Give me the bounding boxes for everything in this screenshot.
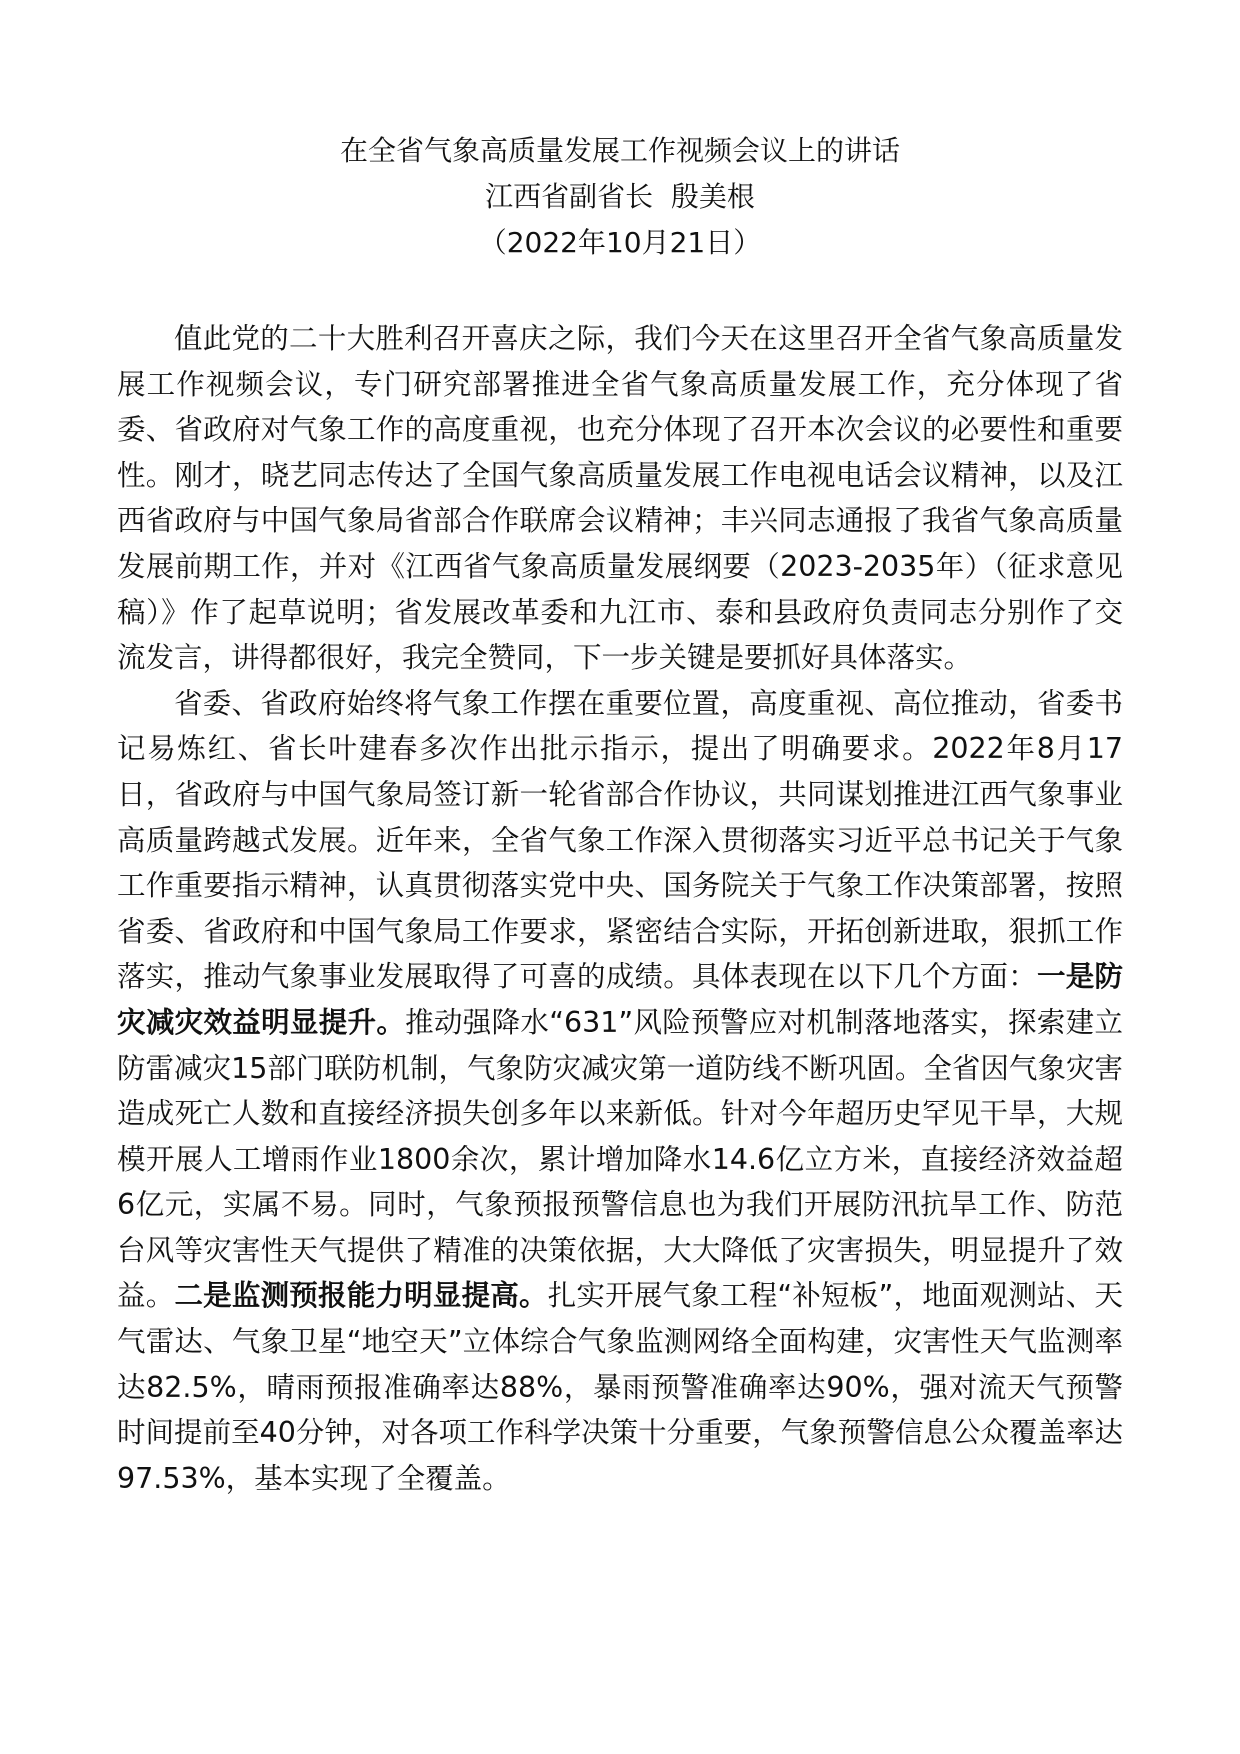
point-one-heading: 一是防灾减灾效益明显提升。 xyxy=(117,960,1123,1039)
document-body xyxy=(117,316,1123,1501)
paragraph-2-text-a: 省委、省政府始终将气象工作摆在重要位置，高度重视、高位推动，省委书记易炼红、省长叶建春多次作出批示指示，提出了明确要求。2022年8月17日，省政府与中国气象局签订新一轮省部合作协议，共同谋划推进江西气象事业高质量跨越式发展。近年来，全省气象工作深入贯彻落实习近平总书记关于气象工作重要指示精神，认真贯彻落实党中央、国务院关于气象工作决策部署，按照省委、省政府和中国气象局工作要求，紧密结合实际，开拓创新进取，狠抓工作落实，推动气象事业发展取得了可喜的成绩。具体表现在以下几个方面： xyxy=(117,686,1123,994)
paragraph-2 xyxy=(117,681,1123,1502)
speech-date: （2022年10月21日） xyxy=(478,226,762,259)
paragraph-2-text-c: 推动强降水“631”风险预警应对机制落地落实，探索建立防雷减灾15部门联防机制，气象防灾减灾第一道防线不断巩固。全省因气象灾害造成死亡人数和直接经济损失创多年以来新低。针对今年超历史罕见干旱，大规模开展人工增雨作业1800余次，累计增加降水14.6亿立方米，直接经济效益超6亿元，实属不易。同时，气象预报预警信息也为我们开展防汛抗旱工作、防范台风等灾害性天气提供了精准的决策依据，大大降低了灾害损失，明显提升了效益。 xyxy=(117,1005,1123,1313)
paragraph-1: 值此党的二十大胜利召开喜庆之际，我们今天在这里召开全省气象高质量发展工作视频会议，专门研究部署推进全省气象高质量发展工作，充分体现了省委、省政府对气象工作的高度重视，也充分体现了召开本次会议的必要性和重要性。刚才，晓艺同志传达了全国气象高质量发展工作电视电话会议精神，以及江西省政府与中国气象局省部合作联席会议精神；丰兴同志通报了我省气象高质量发展前期工作，并对《江西省气象高质量发展纲要（2023-2035年）（征求意见稿）》作了起草说明；省发展改革委和九江市、泰和县政府负责同志分别作了交流发言，讲得都很好，我完全赞同，下一步关键是要抓好具体落实。 xyxy=(117,322,1123,675)
document-header xyxy=(0,128,1240,266)
point-two-heading: 二是监测预报能力明显提高。 xyxy=(174,1279,548,1313)
paragraph-2-text-e: 扎实开展气象工程“补短板”，地面观测站、天气雷达、气象卫星“地空天”立体综合气象监测网络全面构建，灾害性天气监测率达82.5%，晴雨预报准确率达88%，暴雨预警准确率达90%，强对流天气预警时间提前至40分钟，对各项工作科学决策十分重要，气象预警信息公众覆盖率达97.53%，基本实现了全覆盖。 xyxy=(117,1279,1123,1495)
speaker-line: 江西省副省长 殷美根 xyxy=(485,180,755,213)
speech-title: 在全省气象高质量发展工作视频会议上的讲话 xyxy=(339,134,900,167)
